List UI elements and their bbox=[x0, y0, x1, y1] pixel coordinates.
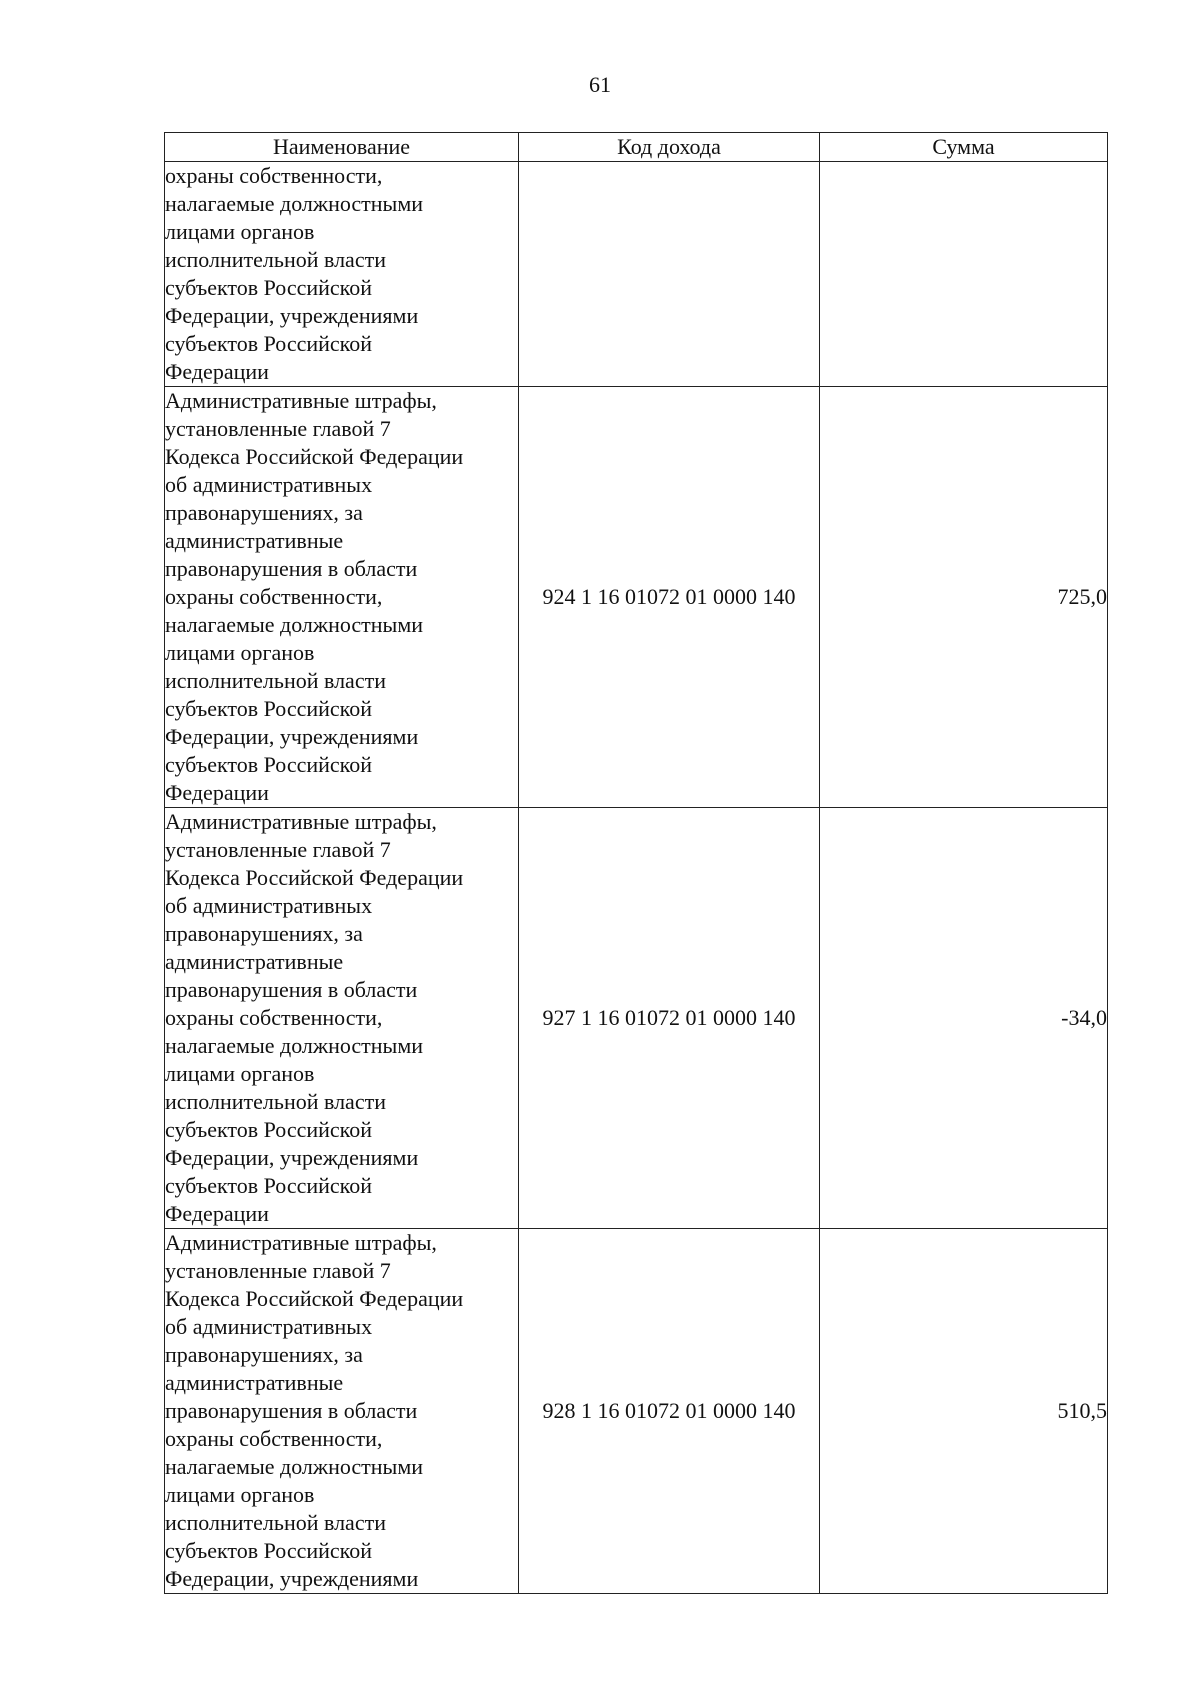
header-row bbox=[165, 133, 1108, 162]
name-line: исполнительной власти bbox=[165, 668, 386, 693]
name-line: налагаемые должностными bbox=[165, 1033, 424, 1058]
name-line: административные bbox=[165, 949, 344, 974]
name-line: лицами органов bbox=[165, 1482, 315, 1507]
name-line: Кодекса Российской Федерации bbox=[165, 444, 464, 469]
name-line: Федерации bbox=[165, 780, 269, 805]
name-line: исполнительной власти bbox=[165, 1510, 386, 1535]
revenue-code-cell: 927 1 16 01072 01 0000 140 bbox=[519, 808, 820, 1229]
amount-cell: 725,0 bbox=[820, 387, 1108, 808]
name-line: Федерации, учреждениями bbox=[165, 1145, 419, 1170]
revenue-code-cell: 928 1 16 01072 01 0000 140 bbox=[519, 1229, 820, 1594]
name-line: лицами органов bbox=[165, 219, 315, 244]
name-line: Федерации, учреждениями bbox=[165, 724, 419, 749]
name-line: субъектов Российской bbox=[165, 275, 373, 300]
name-line: Федерации bbox=[165, 359, 269, 384]
name-line: Административные штрафы, bbox=[165, 809, 437, 834]
name-line: Федерации bbox=[165, 1201, 269, 1226]
name-line: правонарушениях, за bbox=[165, 1342, 363, 1367]
name-line: Административные штрафы, bbox=[165, 388, 437, 413]
name-line: охраны собственности, bbox=[165, 1426, 383, 1451]
name-line: установленные главой 7 bbox=[165, 416, 391, 441]
table-row bbox=[165, 808, 1108, 1229]
name-line: правонарушения в области bbox=[165, 556, 418, 581]
name-line: исполнительной власти bbox=[165, 247, 386, 272]
table-header bbox=[165, 133, 1108, 162]
name-line: субъектов Российской bbox=[165, 752, 373, 777]
name-line: субъектов Российской bbox=[165, 1117, 373, 1142]
name-line: Федерации, учреждениями bbox=[165, 1566, 419, 1591]
name-line: охраны собственности, bbox=[165, 163, 383, 188]
name-line: об административных bbox=[165, 1314, 373, 1339]
name-line: правонарушениях, за bbox=[165, 500, 363, 525]
name-line: охраны собственности, bbox=[165, 584, 383, 609]
name-line: лицами органов bbox=[165, 640, 315, 665]
name-line: налагаемые должностными bbox=[165, 1454, 424, 1479]
name-line: субъектов Российской bbox=[165, 331, 373, 356]
table-body bbox=[165, 162, 1108, 1594]
revenue-code-cell bbox=[519, 162, 820, 387]
revenue-code-cell: 924 1 16 01072 01 0000 140 bbox=[519, 387, 820, 808]
name-line: правонарушения в области bbox=[165, 977, 418, 1002]
name-line: правонарушения в области bbox=[165, 1398, 418, 1423]
header-code: Код дохода bbox=[519, 133, 820, 162]
name-line: административные bbox=[165, 1370, 344, 1395]
name-cell bbox=[165, 387, 519, 808]
header-sum: Сумма bbox=[820, 133, 1108, 162]
name-line: налагаемые должностными bbox=[165, 612, 424, 637]
page-number: 61 bbox=[589, 72, 611, 97]
name-line: об административных bbox=[165, 472, 373, 497]
table-row bbox=[165, 387, 1108, 808]
name-line: охраны собственности, bbox=[165, 1005, 383, 1030]
name-line: установленные главой 7 bbox=[165, 837, 391, 862]
name-line: Кодекса Российской Федерации bbox=[165, 865, 464, 890]
name-line: субъектов Российской bbox=[165, 1173, 373, 1198]
name-line: исполнительной власти bbox=[165, 1089, 386, 1114]
name-line: лицами органов bbox=[165, 1061, 315, 1086]
name-line: Административные штрафы, bbox=[165, 1230, 437, 1255]
name-line: административные bbox=[165, 528, 344, 553]
amount-cell bbox=[820, 162, 1108, 387]
name-line: правонарушениях, за bbox=[165, 921, 363, 946]
name-cell bbox=[165, 162, 519, 387]
name-cell bbox=[165, 1229, 519, 1594]
header-name: Наименование bbox=[165, 133, 519, 162]
table-row bbox=[165, 1229, 1108, 1594]
name-cell bbox=[165, 808, 519, 1229]
name-line: Кодекса Российской Федерации bbox=[165, 1286, 464, 1311]
name-line: установленные главой 7 bbox=[165, 1258, 391, 1283]
amount-cell: 510,5 bbox=[820, 1229, 1108, 1594]
revenue-table bbox=[164, 132, 1108, 1594]
name-line: Федерации, учреждениями bbox=[165, 303, 419, 328]
table-row bbox=[165, 162, 1108, 387]
name-line: об административных bbox=[165, 893, 373, 918]
name-line: субъектов Российской bbox=[165, 1538, 373, 1563]
name-line: субъектов Российской bbox=[165, 696, 373, 721]
name-line: налагаемые должностными bbox=[165, 191, 424, 216]
amount-cell: -34,0 bbox=[820, 808, 1108, 1229]
